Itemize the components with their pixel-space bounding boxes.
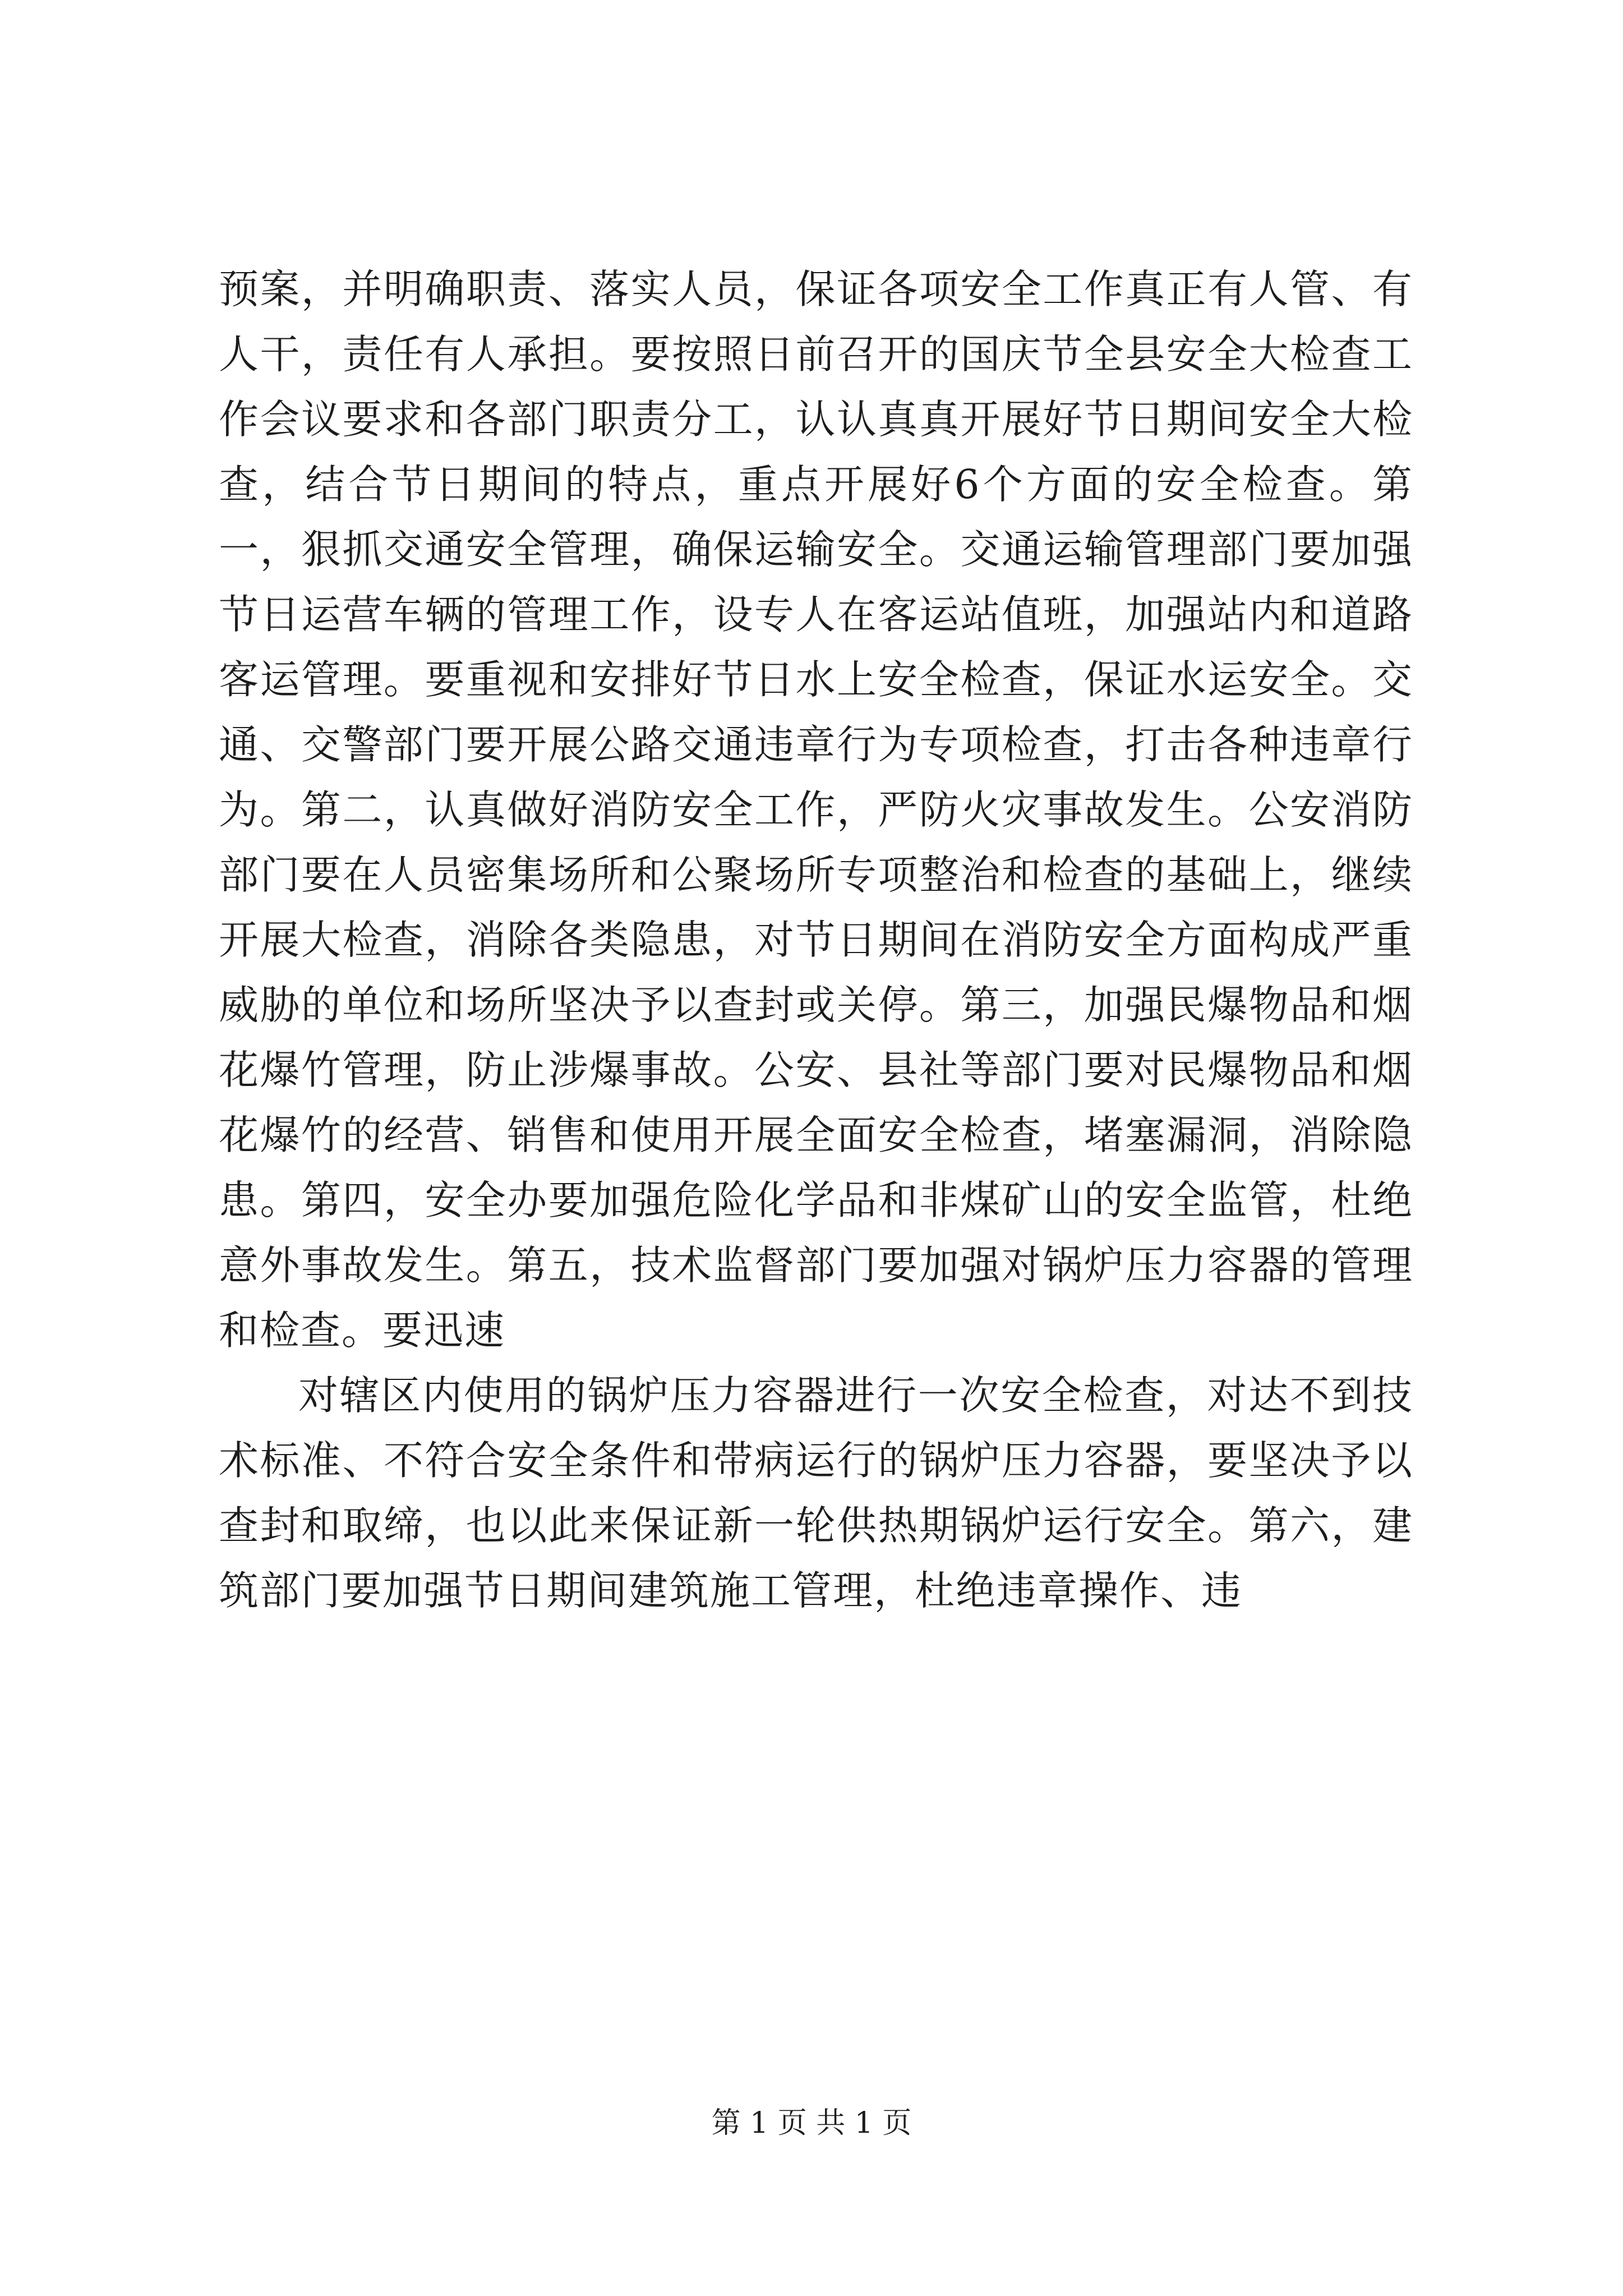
paragraph-2: 对辖区内使用的锅炉压力容器进行一次安全检查，对达不到技术标准、不符合安全条件和带病运行的锅炉压力容器，要坚决予以查封和取缔，也以此来保证新一轮供热期锅炉运行安全。第六，建筑部门要加强节日期间建筑施工管理，杜绝违章操作、违 (219, 1372, 1413, 1614)
page-number-footer: 第 1 页 共 1 页 (711, 2106, 912, 2140)
paragraph-1: 预案，并明确职责、落实人员，保证各项安全工作真正有人管、有人干，责任有人承担。要按照日前召开的国庆节全县安全大检查工作会议要求和各部门职责分工，认认真真开展好节日期间安全大检查，结合节日期间的特点，重点开展好6个方面的安全检查。第一，狠抓交通安全管理，确保运输安全。交通运输管理部门要加强节日运营车辆的管理工作，设专人在客运站值班，加强站内和道路客运管理。要重视和安排好节日水上安全检查，保证水运安全。交通、交警部门要开展公路交通违章行为专项检查，打击各种违章行为。第二，认真做好消防安全工作，严防火灾事故发生。公安消防部门要在人员密集场所和公聚场所专项整治和检查的基础上，继续开展大检查，消除各类隐患，对节日期间在消防安全方面构成严重威胁的单位和场所坚决予以查封或关停。第三，加强民爆物品和烟花爆竹管理，防止涉爆事故。公安、县社等部门要对民爆物品和烟花爆竹的经营、销售和使用开展全面安全检查，堵塞漏洞，消除隐患。第四，安全办要加强危险化学品和非煤矿山的安全监管，杜绝意外事故发生。第五，技术监督部门要加强对锅炉压力容器的管理和检查。要迅速 (219, 266, 1413, 1354)
document-body (219, 257, 1413, 1623)
